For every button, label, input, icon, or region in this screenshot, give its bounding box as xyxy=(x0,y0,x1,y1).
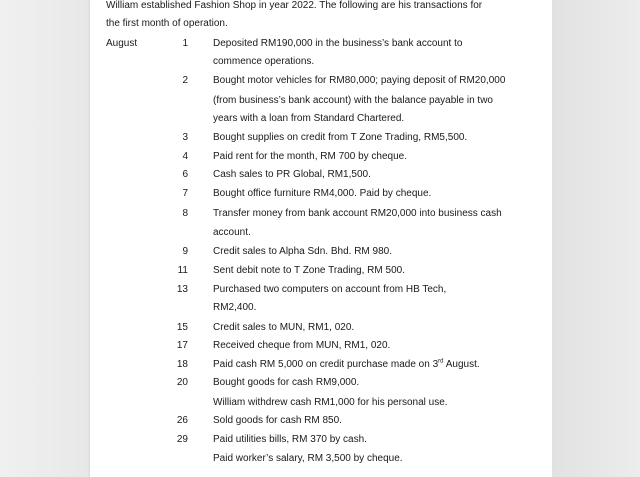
ordinal-suffix: rd xyxy=(438,358,444,365)
transaction-text-part: Paid cash RM 5,000 on credit purchase made on 3 xyxy=(213,359,439,370)
transaction-text: Bought motor vehicles for RM80,000; paying deposit of RM20,000 xyxy=(213,75,506,86)
month-label: August xyxy=(106,38,138,49)
transaction-day: 11 xyxy=(177,265,188,276)
transaction-text: Sent debit note to T Zone Trading, RM 500. xyxy=(213,265,405,276)
transaction-text: Credit sales to MUN, RM1, 020. xyxy=(213,322,355,333)
transaction-text: RM2,400. xyxy=(213,302,257,313)
transaction-text: Sold goods for cash RM 850. xyxy=(213,415,342,426)
transaction-text: Bought office furniture RM4,000. Paid by cheque. xyxy=(213,188,432,199)
transaction-day: 26 xyxy=(176,415,188,426)
transaction-text: Purchased two computers on account from HB Tech, xyxy=(213,284,447,295)
background-right xyxy=(552,0,640,477)
transaction-text xyxy=(213,359,480,371)
transaction-text-part: August. xyxy=(445,359,480,370)
transaction-text: William withdrew cash RM1,000 for his personal use. xyxy=(213,397,448,408)
transaction-text: Deposited RM190,000 in the business’s bank account to xyxy=(213,38,463,49)
transaction-text: account. xyxy=(213,227,251,238)
transaction-text: Credit sales to Alpha Sdn. Bhd. RM 980. xyxy=(213,246,392,257)
transaction-day: 8 xyxy=(182,208,188,219)
transaction-day: 15 xyxy=(176,322,188,333)
transaction-text: Paid utilities bills, RM 370 by cash. xyxy=(213,434,367,445)
intro-line-1: William established Fashion Shop in year 2022. The following are his transactions for xyxy=(106,0,483,11)
transaction-day: 6 xyxy=(182,169,188,180)
transaction-day: 29 xyxy=(176,434,188,445)
transaction-day: 7 xyxy=(182,188,188,199)
transaction-text: Transfer money from bank account RM20,000 into business cash xyxy=(213,208,502,219)
transaction-day: 18 xyxy=(176,359,188,370)
transaction-text: (from business’s bank account) with the balance payable in two xyxy=(213,95,493,106)
transaction-text: Cash sales to PR Global, RM1,500. xyxy=(213,169,371,180)
transaction-day: 9 xyxy=(182,246,188,257)
transaction-day: 17 xyxy=(176,340,188,351)
transaction-day: 20 xyxy=(176,377,188,388)
transaction-text: Bought goods for cash RM9,000. xyxy=(213,377,360,388)
transaction-day: 2 xyxy=(182,75,188,86)
transaction-day: 4 xyxy=(182,151,188,162)
transaction-day: 13 xyxy=(176,284,188,295)
transaction-text: years with a loan from Standard Chartered. xyxy=(213,113,405,124)
background-left xyxy=(0,0,90,477)
transaction-text: Bought supplies on credit from T Zone Trading, RM5,500. xyxy=(213,132,468,143)
intro-line-2: the first month of operation. xyxy=(106,18,228,29)
transaction-day: 3 xyxy=(182,132,188,143)
transaction-day: 1 xyxy=(182,38,188,49)
transaction-text: Received cheque from MUN, RM1, 020. xyxy=(213,340,391,351)
transaction-text: Paid worker’s salary, RM 3,500 by cheque. xyxy=(213,453,403,464)
transaction-text: Paid rent for the month, RM 700 by cheque. xyxy=(213,151,407,162)
transaction-text: commence operations. xyxy=(213,56,315,67)
